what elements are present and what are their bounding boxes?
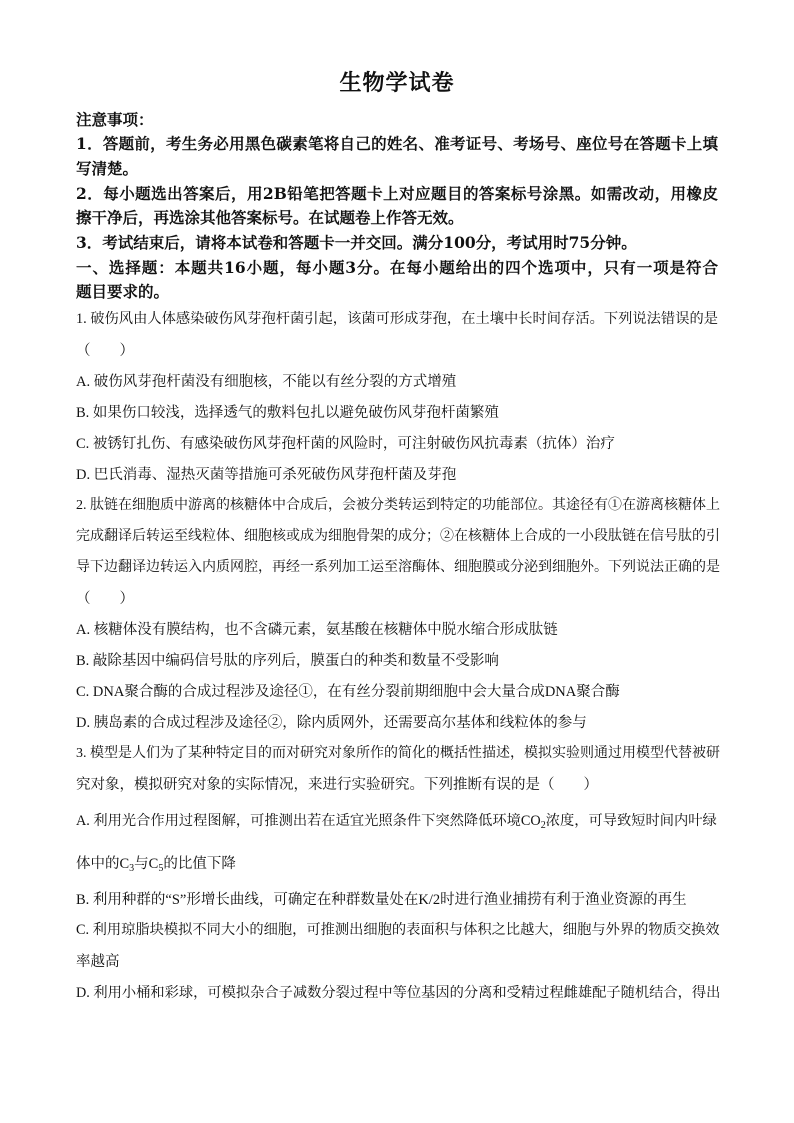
q2-stem-2: 完成翻译后转运至线粒体、细胞核或成为细胞骨架的成分；②在核糖体上合成的一小段肽链在信号肽的引 bbox=[76, 529, 720, 544]
q2-option-c: C. DNA聚合酶的合成过程涉及途径①，在有丝分裂前期细胞中会大量合成DNA聚合酶 bbox=[76, 684, 620, 700]
q1-option-d: D. 巴氏消毒、湿热灭菌等措施可杀死破伤风芽孢杆菌及芽孢 bbox=[76, 467, 457, 483]
c5-formula: $C_5$ bbox=[148, 856, 164, 874]
q2-option-b: B. 敲除基因中编码信号肽的序列后，膜蛋白的种类和数量不受影响 bbox=[76, 653, 499, 669]
notice-item-1: 1．答题前，考生务必用黑色碳素笔将自己的姓名、准考证号、考场号、座位号在答题卡上填 bbox=[76, 134, 718, 153]
q2-option-d: D. 胰岛素的合成过程涉及途径②，除内质网外，还需要高尔基体和线粒体的参与 bbox=[76, 715, 587, 731]
q1-option-a: A. 破伤风芽孢杆菌没有细胞核，不能以有丝分裂的方式增殖 bbox=[76, 374, 457, 390]
q3-option-b: B. 利用种群的“S”形增长曲线，可确定在种群数量处在K/2时进行渔业捕捞有利于渔业资源的再生 bbox=[76, 892, 687, 908]
q3-option-a bbox=[76, 810, 717, 831]
section-heading: 一、选择题：本题共16小题，每小题3分。在每小题给出的四个选项中，只有一项是符合 bbox=[76, 258, 718, 277]
q1-option-c: C. 被锈钉扎伤、有感染破伤风芽孢杆菌的风险时，可注射破伤风抗毒素（抗体）治疗 bbox=[76, 436, 615, 452]
c3-formula: $C_3$ bbox=[119, 856, 135, 874]
q2-stem-3: 导下边翻译边转运入内质网腔，再经一系列加工运至溶酶体、细胞膜或分泌到细胞外。下列说法正确的是 bbox=[76, 560, 720, 575]
q3-option-a-text: A. 利用光合作用过程图解，可推测出若在适宜光照条件下突然降低环境 bbox=[76, 813, 521, 829]
notice-item-1-cont: 写清楚。 bbox=[76, 159, 139, 178]
notice-item-2-cont: 擦干净后，再选涂其他答案标号。在试题卷上作答无效。 bbox=[76, 208, 464, 227]
q2-option-a: A. 核糖体没有膜结构，也不含磷元素，氨基酸在核糖体中脱水缩合形成肽链 bbox=[76, 622, 558, 638]
q1-option-b: B. 如果伤口较浅，选择透气的敷料包扎以避免破伤风芽孢杆菌繁殖 bbox=[76, 405, 499, 421]
co2-formula: $CO_2$ bbox=[520, 813, 546, 831]
q3-option-a-text-2: 浓度，可导致短时间内叶绿 bbox=[545, 813, 717, 829]
q1-stem-paren: （ ） bbox=[76, 343, 134, 359]
notice-item-2: 2．每小题选出答案后，用2B铅笔把答题卡上对应题目的答案标号涂黑。如需改动，用橡皮 bbox=[76, 184, 718, 203]
q3-stem-2: 究对象，模拟研究对象的实际情况，来进行实验研究。下列推断有误的是（ ） bbox=[76, 777, 598, 793]
notice-item-3: 3．考试结束后，请将本试卷和答题卡一并交回。满分100分，考试用时75分钟。 bbox=[76, 233, 637, 252]
page-title: 生物学试卷 bbox=[339, 70, 455, 96]
notice-heading: 注意事项： bbox=[76, 110, 154, 129]
section-heading-cont: 题目要求的。 bbox=[76, 282, 170, 301]
q2-stem: 2. 肽链在细胞质中游离的核糖体中合成后，会被分类转运到特定的功能部位。其途径有①在游离核糖体上 bbox=[76, 498, 720, 513]
q1-stem: 1. 破伤风由人体感染破伤风芽孢杆菌引起，该菌可形成芽孢，在土壤中长时间存活。下列说法错误的是 bbox=[76, 311, 718, 327]
q3-stem: 3. 模型是人们为了某种特定目的而对研究对象所作的简化的概括性描述，模拟实验则通过用模型代替被研 bbox=[76, 746, 720, 761]
q3-option-d: D. 利用小桶和彩球，可模拟杂合子减数分裂过程中等位基因的分离和受精过程雌雄配子随机结合，得出 bbox=[76, 985, 721, 1001]
q2-stem-paren: （ ） bbox=[76, 591, 134, 607]
q3-option-c-cont: 率越高 bbox=[76, 954, 120, 970]
q3-option-c: C. 利用琼脂块模拟不同大小的细胞，可推测出细胞的表面积与体积之比越大，细胞与外界的物质交换效 bbox=[76, 922, 720, 938]
q3-option-a-cont: 体中的$C_3$与$C_5$的比值下降 bbox=[76, 856, 236, 874]
